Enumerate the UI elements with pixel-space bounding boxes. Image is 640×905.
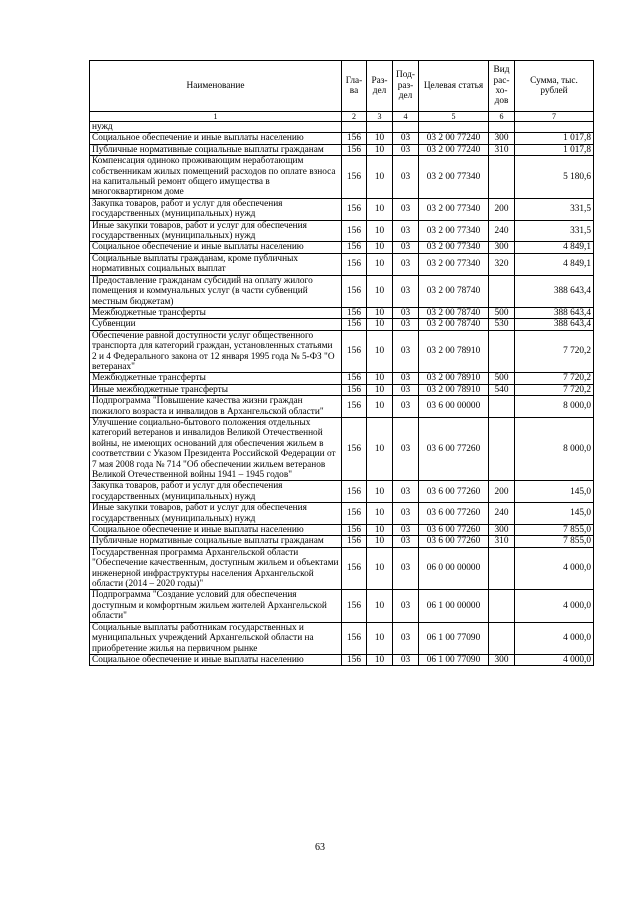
row-razdel: 10 xyxy=(367,373,393,384)
row-podrazdel: 03 xyxy=(393,481,419,503)
row-glava: 156 xyxy=(342,156,367,199)
row-podrazdel: 03 xyxy=(393,156,419,199)
row-statya: 03 2 00 77340 xyxy=(419,156,489,199)
row-summa: 1 017,8 xyxy=(515,144,594,155)
row-razdel: 10 xyxy=(367,396,393,418)
row-glava: 156 xyxy=(342,330,367,373)
row-statya: 03 2 00 77240 xyxy=(419,133,489,144)
row-summa: 8 000,0 xyxy=(515,396,594,418)
row-statya: 03 6 00 77260 xyxy=(419,525,489,536)
row-summa: 7 855,0 xyxy=(515,525,594,536)
row-name: Межбюджетные трансферты xyxy=(90,307,342,318)
row-razdel: 10 xyxy=(367,503,393,525)
row-name: нужд xyxy=(90,122,342,133)
row-glava: 156 xyxy=(342,144,367,155)
row-podrazdel: 03 xyxy=(393,330,419,373)
table-row xyxy=(90,275,594,307)
row-summa: 7 855,0 xyxy=(515,536,594,547)
row-razdel: 10 xyxy=(367,536,393,547)
row-podrazdel: 03 xyxy=(393,253,419,275)
table-row xyxy=(90,198,594,220)
row-statya: 03 2 00 78740 xyxy=(419,307,489,318)
column-number-row xyxy=(90,112,594,122)
row-vid xyxy=(489,122,515,133)
budget-table xyxy=(89,60,594,666)
row-name: Государственная программа Архангельской области "Обеспечение качественным, доступным жильем и объектами инженерной инфраструктуры населения Архангельской области (2014 – 2020 годы)" xyxy=(90,547,342,590)
row-podrazdel: 03 xyxy=(393,220,419,242)
row-summa: 4 849,1 xyxy=(515,242,594,253)
row-podrazdel: 03 xyxy=(393,622,419,654)
row-podrazdel: 03 xyxy=(393,133,419,144)
row-glava: 156 xyxy=(342,590,367,622)
row-razdel xyxy=(367,122,393,133)
header-podrazdel: Под-раз-дел xyxy=(393,61,419,112)
row-summa: 145,0 xyxy=(515,481,594,503)
row-glava: 156 xyxy=(342,198,367,220)
row-summa: 4 849,1 xyxy=(515,253,594,275)
row-statya: 03 6 00 77260 xyxy=(419,481,489,503)
row-statya: 03 2 00 78910 xyxy=(419,384,489,395)
row-vid: 530 xyxy=(489,319,515,330)
row-statya: 03 2 00 78740 xyxy=(419,275,489,307)
table-row xyxy=(90,307,594,318)
row-statya: 03 2 00 77240 xyxy=(419,144,489,155)
row-summa: 4 000,0 xyxy=(515,547,594,590)
row-summa: 388 643,4 xyxy=(515,319,594,330)
row-podrazdel: 03 xyxy=(393,198,419,220)
row-razdel: 10 xyxy=(367,547,393,590)
row-name: Иные закупки товаров, работ и услуг для обеспечения государственных (муниципальных) нужд xyxy=(90,503,342,525)
row-glava: 156 xyxy=(342,242,367,253)
header-summa: Сумма, тыс. рублей xyxy=(515,61,594,112)
row-podrazdel: 03 xyxy=(393,417,419,480)
row-summa: 4 000,0 xyxy=(515,622,594,654)
row-vid: 320 xyxy=(489,253,515,275)
row-summa: 7 720,2 xyxy=(515,384,594,395)
row-podrazdel: 03 xyxy=(393,307,419,318)
table-row xyxy=(90,122,594,133)
table-row xyxy=(90,503,594,525)
row-razdel: 10 xyxy=(367,307,393,318)
table-row xyxy=(90,330,594,373)
row-razdel: 10 xyxy=(367,590,393,622)
row-vid: 500 xyxy=(489,373,515,384)
column-number: 2 xyxy=(342,112,367,122)
row-vid xyxy=(489,396,515,418)
row-podrazdel: 03 xyxy=(393,144,419,155)
row-name: Компенсация одиноко проживающим неработающим собственникам жилых помещений расходов по оплате взноса на капитальный ремонт общего имущества в многоквартирном доме xyxy=(90,156,342,199)
row-razdel: 10 xyxy=(367,481,393,503)
table-row xyxy=(90,547,594,590)
row-glava: 156 xyxy=(342,396,367,418)
row-razdel: 10 xyxy=(367,330,393,373)
row-vid: 240 xyxy=(489,220,515,242)
row-statya xyxy=(419,122,489,133)
row-razdel: 10 xyxy=(367,319,393,330)
row-glava: 156 xyxy=(342,417,367,480)
column-number: 4 xyxy=(393,112,419,122)
column-number: 6 xyxy=(489,112,515,122)
row-podrazdel: 03 xyxy=(393,319,419,330)
row-glava: 156 xyxy=(342,622,367,654)
table-row xyxy=(90,525,594,536)
row-statya: 03 6 00 77260 xyxy=(419,503,489,525)
row-summa: 8 000,0 xyxy=(515,417,594,480)
row-summa: 1 017,8 xyxy=(515,133,594,144)
row-podrazdel: 03 xyxy=(393,373,419,384)
row-vid: 300 xyxy=(489,242,515,253)
row-glava: 156 xyxy=(342,525,367,536)
row-razdel: 10 xyxy=(367,253,393,275)
table-row xyxy=(90,133,594,144)
row-vid: 300 xyxy=(489,133,515,144)
row-vid: 240 xyxy=(489,503,515,525)
row-vid xyxy=(489,417,515,480)
row-name: Социальное обеспечение и иные выплаты населению xyxy=(90,242,342,253)
row-statya: 06 1 00 77090 xyxy=(419,654,489,665)
row-razdel: 10 xyxy=(367,198,393,220)
table-row xyxy=(90,622,594,654)
row-statya: 03 6 00 77260 xyxy=(419,417,489,480)
row-vid: 310 xyxy=(489,144,515,155)
row-name: Закупка товаров, работ и услуг для обеспечения государственных (муниципальных) нужд xyxy=(90,198,342,220)
row-vid: 200 xyxy=(489,198,515,220)
row-razdel: 10 xyxy=(367,144,393,155)
row-vid: 300 xyxy=(489,525,515,536)
row-glava: 156 xyxy=(342,536,367,547)
table-row xyxy=(90,654,594,665)
row-name: Социальное обеспечение и иные выплаты населению xyxy=(90,525,342,536)
row-glava: 156 xyxy=(342,319,367,330)
row-summa: 7 720,2 xyxy=(515,330,594,373)
column-number: 5 xyxy=(419,112,489,122)
row-name: Обеспечение равной доступности услуг общественного транспорта для категорий граждан, установленных статьями 2 и 4 Федерального закона от 12 января 1995 года № 5-ФЗ "О ветеранах" xyxy=(90,330,342,373)
column-number: 1 xyxy=(90,112,342,122)
row-name: Предоставление гражданам субсидий на оплату жилого помещения и коммунальных услуг (в части субвенций местным бюджетам) xyxy=(90,275,342,307)
row-glava: 156 xyxy=(342,253,367,275)
row-razdel: 10 xyxy=(367,525,393,536)
row-statya: 03 2 00 78740 xyxy=(419,319,489,330)
row-statya: 03 2 00 78910 xyxy=(419,330,489,373)
row-glava: 156 xyxy=(342,220,367,242)
row-glava xyxy=(342,122,367,133)
row-podrazdel: 03 xyxy=(393,242,419,253)
row-podrazdel: 03 xyxy=(393,536,419,547)
row-glava: 156 xyxy=(342,547,367,590)
header-razdel: Раз-дел xyxy=(367,61,393,112)
row-statya: 03 2 00 78910 xyxy=(419,373,489,384)
row-statya: 03 2 00 77340 xyxy=(419,220,489,242)
column-number: 3 xyxy=(367,112,393,122)
header-tselevaya: Целевая статья xyxy=(419,61,489,112)
table-row xyxy=(90,384,594,395)
row-name: Иные закупки товаров, работ и услуг для обеспечения государственных (муниципальных) нужд xyxy=(90,220,342,242)
row-razdel: 10 xyxy=(367,156,393,199)
table-row xyxy=(90,396,594,418)
row-summa: 331,5 xyxy=(515,198,594,220)
row-razdel: 10 xyxy=(367,417,393,480)
row-name: Закупка товаров, работ и услуг для обеспечения государственных (муниципальных) нужд xyxy=(90,481,342,503)
table-row xyxy=(90,417,594,480)
row-glava: 156 xyxy=(342,503,367,525)
row-podrazdel: 03 xyxy=(393,384,419,395)
row-statya: 03 6 00 00000 xyxy=(419,396,489,418)
row-razdel: 10 xyxy=(367,220,393,242)
row-glava: 156 xyxy=(342,654,367,665)
row-summa: 4 000,0 xyxy=(515,654,594,665)
table-row xyxy=(90,590,594,622)
row-vid xyxy=(489,622,515,654)
row-statya: 06 1 00 77090 xyxy=(419,622,489,654)
row-name: Публичные нормативные социальные выплаты гражданам xyxy=(90,144,342,155)
row-glava: 156 xyxy=(342,373,367,384)
row-summa: 388 643,4 xyxy=(515,307,594,318)
row-vid: 300 xyxy=(489,654,515,665)
row-name: Межбюджетные трансферты xyxy=(90,373,342,384)
row-summa: 388 643,4 xyxy=(515,275,594,307)
row-razdel: 10 xyxy=(367,133,393,144)
row-podrazdel: 03 xyxy=(393,547,419,590)
row-razdel: 10 xyxy=(367,275,393,307)
row-name: Социальные выплаты гражданам, кроме публичных нормативных социальных выплат xyxy=(90,253,342,275)
row-podrazdel xyxy=(393,122,419,133)
row-razdel: 10 xyxy=(367,622,393,654)
row-name: Подпрограмма "Повышение качества жизни граждан пожилого возраста и инвалидов в Архангельской области" xyxy=(90,396,342,418)
row-vid xyxy=(489,156,515,199)
row-glava: 156 xyxy=(342,307,367,318)
row-vid: 540 xyxy=(489,384,515,395)
row-vid: 500 xyxy=(489,307,515,318)
row-name: Улучшение социально-бытового положения отдельных категорий ветеранов и инвалидов Великой Отечественной войны, не имеющих оснований для обеспечения жильем в соответствии с Указом Президента Российской Федерации от 7 мая 2008 года № 714 "Об обеспечении жильем ветеранов Великой Отечественной войны 1941 – 1945 годов" xyxy=(90,417,342,480)
row-statya: 03 2 00 77340 xyxy=(419,198,489,220)
row-name: Субвенции xyxy=(90,319,342,330)
row-summa: 331,5 xyxy=(515,220,594,242)
row-summa: 4 000,0 xyxy=(515,590,594,622)
row-summa: 145,0 xyxy=(515,503,594,525)
row-vid xyxy=(489,275,515,307)
row-podrazdel: 03 xyxy=(393,525,419,536)
column-number: 7 xyxy=(515,112,594,122)
row-statya: 06 1 00 00000 xyxy=(419,590,489,622)
row-razdel: 10 xyxy=(367,384,393,395)
row-summa: 7 720,2 xyxy=(515,373,594,384)
row-name: Социальное обеспечение и иные выплаты населению xyxy=(90,133,342,144)
row-podrazdel: 03 xyxy=(393,654,419,665)
table-row xyxy=(90,253,594,275)
row-glava: 156 xyxy=(342,275,367,307)
row-podrazdel: 03 xyxy=(393,590,419,622)
row-summa xyxy=(515,122,594,133)
row-razdel: 10 xyxy=(367,242,393,253)
row-name: Иные межбюджетные трансферты xyxy=(90,384,342,395)
row-name: Публичные нормативные социальные выплаты гражданам xyxy=(90,536,342,547)
row-podrazdel: 03 xyxy=(393,275,419,307)
table-row xyxy=(90,319,594,330)
table-row xyxy=(90,373,594,384)
row-podrazdel: 03 xyxy=(393,503,419,525)
page-number: 63 xyxy=(315,842,325,853)
row-statya: 03 2 00 77340 xyxy=(419,242,489,253)
row-vid xyxy=(489,330,515,373)
header-glava: Гла-ва xyxy=(342,61,367,112)
row-name: Подпрограмма "Создание условий для обеспечения доступным и комфортным жильем жителей Архангельской области" xyxy=(90,590,342,622)
row-vid: 200 xyxy=(489,481,515,503)
row-statya: 03 2 00 77340 xyxy=(419,253,489,275)
row-name: Социальное обеспечение и иные выплаты населению xyxy=(90,654,342,665)
row-podrazdel: 03 xyxy=(393,396,419,418)
table-row xyxy=(90,242,594,253)
table-body xyxy=(90,122,594,666)
row-vid: 310 xyxy=(489,536,515,547)
row-statya: 03 6 00 77260 xyxy=(419,536,489,547)
table-row xyxy=(90,144,594,155)
row-vid xyxy=(489,547,515,590)
table-row xyxy=(90,481,594,503)
row-statya: 06 0 00 00000 xyxy=(419,547,489,590)
header-row xyxy=(90,61,594,112)
row-glava: 156 xyxy=(342,384,367,395)
row-name: Социальные выплаты работникам государственных и муниципальных учреждений Архангельской области на приобретение жилья на первичном рынке xyxy=(90,622,342,654)
row-glava: 156 xyxy=(342,133,367,144)
header-vid: Вид рас-хо-дов xyxy=(489,61,515,112)
row-vid xyxy=(489,590,515,622)
row-razdel: 10 xyxy=(367,654,393,665)
row-glava: 156 xyxy=(342,481,367,503)
table-row xyxy=(90,156,594,199)
table-row xyxy=(90,536,594,547)
header-name: Наименование xyxy=(90,61,342,112)
table-row xyxy=(90,220,594,242)
row-summa: 5 180,6 xyxy=(515,156,594,199)
